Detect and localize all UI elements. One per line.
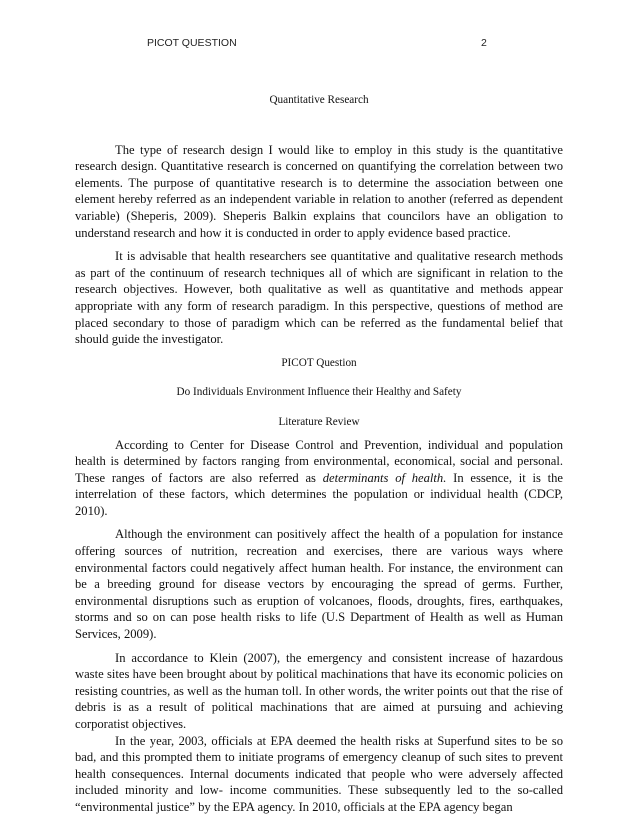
literature-review-heading: Literature Review (278, 415, 360, 428)
section-title: Quantitative Research (269, 94, 369, 106)
picot-heading: PICOT Question (281, 356, 357, 369)
paragraph-design: The type of research design I would like to employ in this study is the quantitative research design. Quantitative research is concerned on quantifying the correlation between two elements. The purpose of quantitative research is to determine the association between one element hereby referred as an independent variable in relation to another (referred as dependent variable) (Sheperis, 2009). Sheperis Balkin explains that councilors have an obligation to understand research and how it is conducted in order to apply evidence based practice. (75, 142, 563, 240)
page-number: 2 (481, 37, 487, 49)
paragraph-klein: In accordance to Klein (2007), the emergency and consistent increase of hazardous waste sites have been brought about by political machinations that have its economic policies on resisting countries, as well as the human toll. In other words, the writer points out that the rise of debris is as a result of political machinations that are aimed at pursuing and achieving corporatist objectives. (75, 650, 563, 731)
document-body (75, 92, 563, 816)
page-header (0, 37, 638, 53)
paragraph-environment: Although the environment can positively affect the health of a population for instance offering sources of nutrition, recreation and exercises, there are various ways where environmental factors could negatively affect human health. For instance, the environment can be a breeding ground for disease vectors by encouraging the spread of germs. Further, environmental disruptions such as eruption of volcanoes, floods, droughts, fires, earthquakes, storms and so on can pose health risks to life (U.S Department of Health as well as Human Services, 2009). (75, 527, 563, 642)
paragraph-cdcp-text-2: In essence, it is the interrelation of these factors, which determines the population or individual health (CDCP, 2010). (75, 470, 564, 518)
paragraph-cdcp-text-1: According to Center for Disease Control and Prevention, individual and population health is determined by factors ranging from environmental, economical, social and personal. These ranges of factors are also referred as (75, 437, 563, 485)
paragraph-cdcp (75, 437, 563, 520)
paragraph-cdcp-italic: determinants of health. (322, 470, 447, 485)
paragraph-continuum: It is advisable that health researchers see quantitative and qualitative research methods as part of the continuum of research techniques all of which are significant in relation to the research objectives. However, both qualitative as well as quantitative and methods appear appropriate with any form of research paradigm. In this perspective, questions of method are placed secondary to those of paradigm which can be referred as the fundamental belief that should guide the investigator. (75, 249, 563, 347)
running-head: PICOT QUESTION (147, 37, 237, 49)
paragraph-epa: In the year, 2003, officials at EPA deemed the health risks at Superfund sites to be so bad, and this prompted them to initiate programs of emergency cleanup of such sites to prevent health consequences. Internal documents indicated that people who were adversely affected included minority and low- income communities. These subsequently led to the so-called “environmental justice” by the EPA agency. In 2010, officials at the EPA agency began (75, 733, 563, 814)
picot-question-heading: Do Individuals Environment Influence their Healthy and Safety (176, 386, 462, 399)
